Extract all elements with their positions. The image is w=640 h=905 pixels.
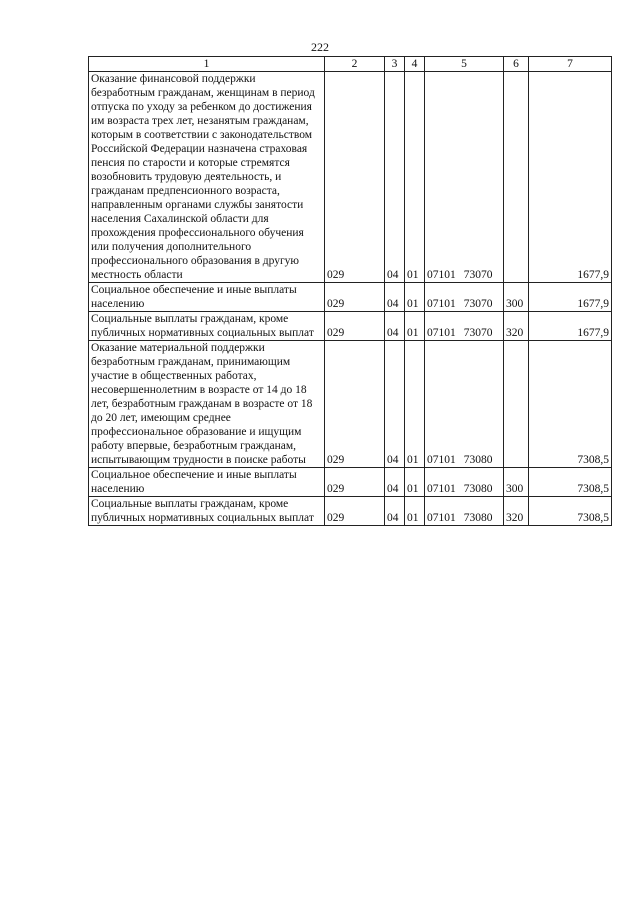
row-expense-type: 300	[504, 468, 529, 497]
row-ministry-code: 029	[325, 312, 385, 341]
row-amount: 7308,5	[529, 341, 612, 468]
row-amount: 1677,9	[529, 283, 612, 312]
row-ministry-code: 029	[325, 497, 385, 526]
row-expense-type: 320	[504, 497, 529, 526]
table-row	[89, 497, 612, 526]
row-subsection-code: 01	[405, 312, 425, 341]
row-target-code: 07101 73070	[425, 72, 504, 283]
header-col-1: 1	[89, 57, 325, 72]
row-name: Оказание финансовой поддержки безработным гражданам, женщинам в период отпуска по уходу за ребенком до достижения им возраста трех лет, незанятым гражданам, которым в соответствии с законодательством Российской Федерации назначена страховая пенсия по старости и которые стремятся возобновить трудовую деятельность, и гражданам предпенсионного возраста, направленным органами службы занятости населения Сахалинской области для прохождения профессионального обучения или получения дополнительного профессионального образования в другую местность области	[89, 72, 325, 283]
row-ministry-code: 029	[325, 72, 385, 283]
row-expense-type	[504, 341, 529, 468]
row-target-code: 07101 73070	[425, 283, 504, 312]
row-name: Оказание материальной поддержки безработным гражданам, принимающим участие в общественных работах, несовершеннолетним в возрасте от 14 до 18 лет, безработным гражданам в возрасте от 18 до 20 лет, имеющим среднее профессиональное образование и ищущим работу впервые, безработным гражданам, испытывающим трудности в поиске работы	[89, 341, 325, 468]
row-section-code: 04	[385, 72, 405, 283]
row-section-code: 04	[385, 283, 405, 312]
row-target-code: 07101 73070	[425, 312, 504, 341]
row-subsection-code: 01	[405, 283, 425, 312]
row-amount: 1677,9	[529, 312, 612, 341]
row-subsection-code: 01	[405, 72, 425, 283]
row-ministry-code: 029	[325, 468, 385, 497]
row-name: Социальное обеспечение и иные выплаты населению	[89, 468, 325, 497]
row-expense-type	[504, 72, 529, 283]
row-expense-type: 320	[504, 312, 529, 341]
row-section-code: 04	[385, 468, 405, 497]
row-subsection-code: 01	[405, 497, 425, 526]
row-target-code: 07101 73080	[425, 341, 504, 468]
header-col-5: 5	[425, 57, 504, 72]
table-row	[89, 312, 612, 341]
header-col-2: 2	[325, 57, 385, 72]
row-ministry-code: 029	[325, 341, 385, 468]
row-expense-type: 300	[504, 283, 529, 312]
page-number: 222	[311, 40, 329, 54]
table-row	[89, 283, 612, 312]
header-col-4: 4	[405, 57, 425, 72]
row-section-code: 04	[385, 497, 405, 526]
row-subsection-code: 01	[405, 341, 425, 468]
row-name: Социальное обеспечение и иные выплаты населению	[89, 283, 325, 312]
row-amount: 7308,5	[529, 497, 612, 526]
row-subsection-code: 01	[405, 468, 425, 497]
row-target-code: 07101 73080	[425, 497, 504, 526]
row-amount: 7308,5	[529, 468, 612, 497]
table-row	[89, 341, 612, 468]
row-target-code: 07101 73080	[425, 468, 504, 497]
header-row	[89, 57, 612, 72]
header-col-7: 7	[529, 57, 612, 72]
table-row	[89, 72, 612, 283]
row-name: Социальные выплаты гражданам, кроме публичных нормативных социальных выплат	[89, 312, 325, 341]
header-col-3: 3	[385, 57, 405, 72]
table-row	[89, 468, 612, 497]
row-name: Социальные выплаты гражданам, кроме публичных нормативных социальных выплат	[89, 497, 325, 526]
row-section-code: 04	[385, 312, 405, 341]
header-col-6: 6	[504, 57, 529, 72]
row-ministry-code: 029	[325, 283, 385, 312]
row-amount: 1677,9	[529, 72, 612, 283]
budget-table	[88, 56, 612, 526]
row-section-code: 04	[385, 341, 405, 468]
